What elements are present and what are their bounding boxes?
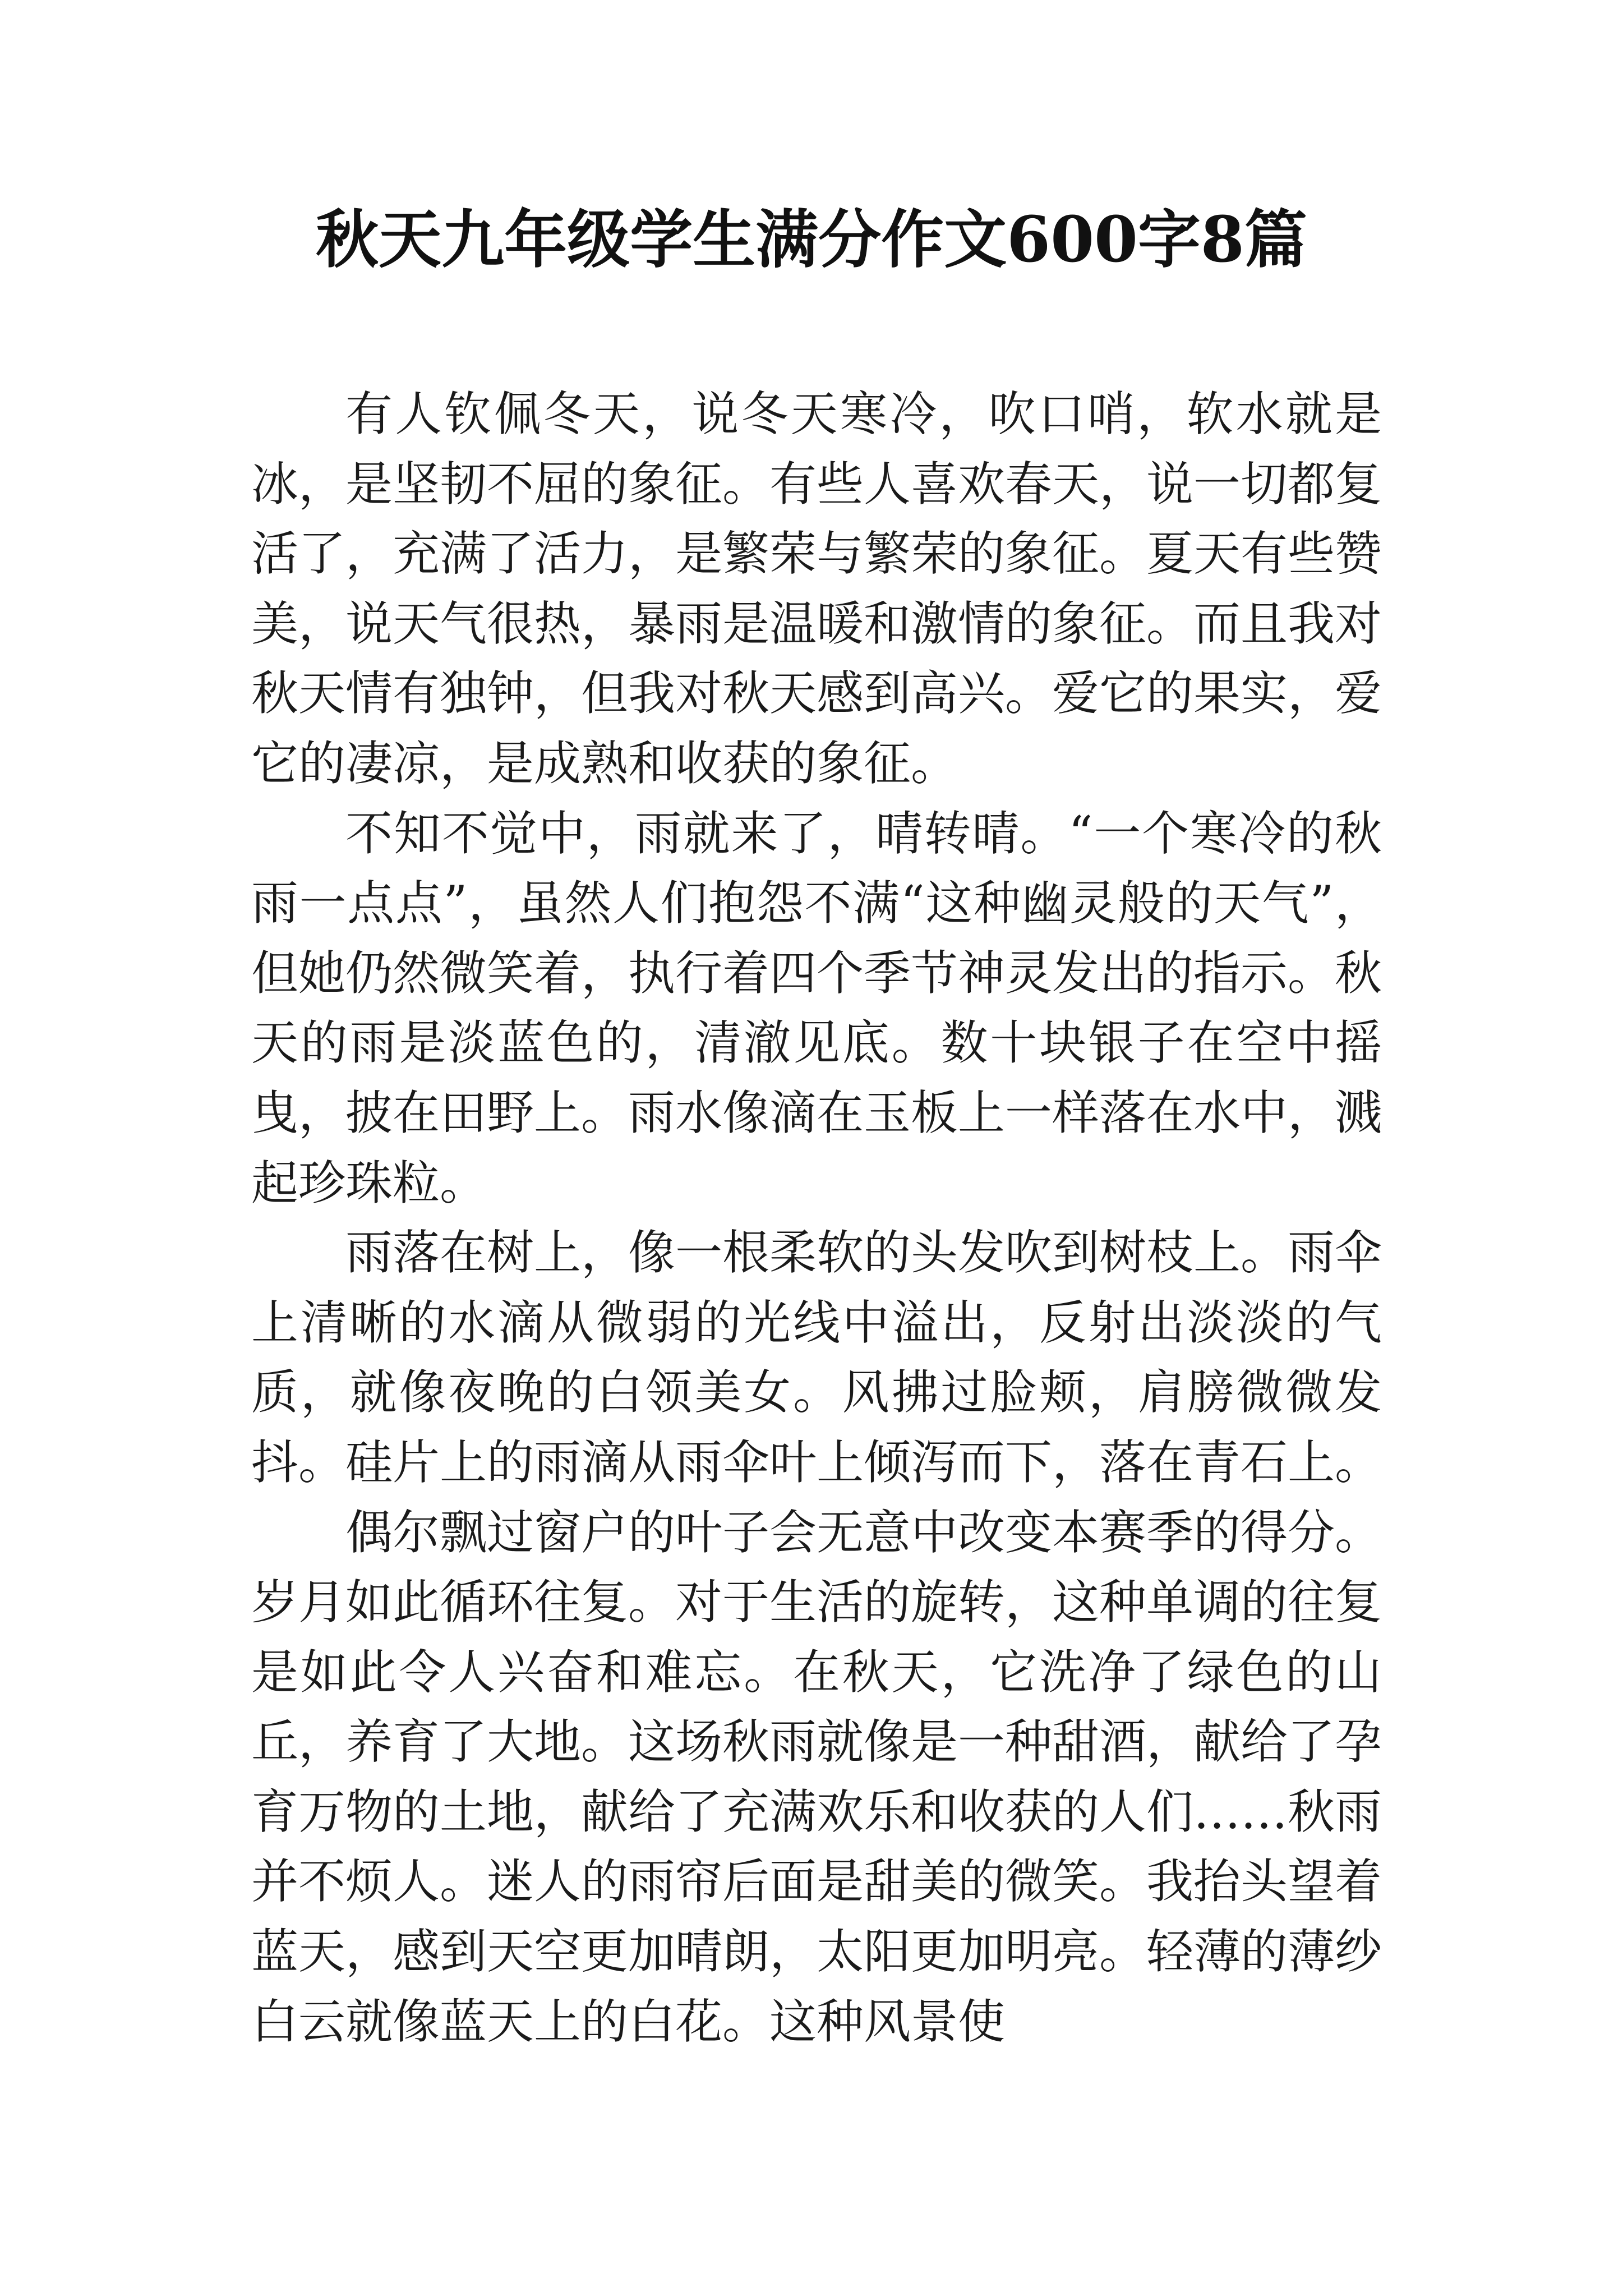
document-title: 秋天九年级学生满分作文600字8篇 — [316, 203, 1307, 277]
document-body — [251, 379, 1382, 2056]
paragraph: 不知不觉中，雨就来了，晴转晴。“一个寒冷的秋雨一点点”，虽然人们抱怨不满“这种幽灵般的天气”，但她仍然微笑着，执行着四个季节神灵发出的指示。秋天的雨是淡蓝色的，清澈见底。数十块银子在空中摇曳，披在田野上。雨水像滴在玉板上一样落在水中，溅起珍珠粒。 — [251, 806, 1382, 1211]
paragraph: 雨落在树上，像一根柔软的头发吹到树枝上。雨伞上清晰的水滴从微弱的光线中溢出，反射出淡淡的气质，就像夜晚的白领美女。风拂过脸颊，肩膀微微发抖。硅片上的雨滴从雨伞叶上倾泻而下，落在青石上。 — [251, 1225, 1382, 1490]
paragraph: 偶尔飘过窗户的叶子会无意中改变本赛季的得分。岁月如此循环往复。对于生活的旋转，这种单调的往复是如此令人兴奋和难忘。在秋天，它洗净了绿色的山丘，养育了大地。这场秋雨就像是一种甜酒，献给了孕育万物的土地，献给了充满欢乐和收获的人们……秋雨并不烦人。迷人的雨帘后面是甜美的微笑。我抬头望着蓝天，感到天空更加晴朗，太阳更加明亮。轻薄的薄纱白云就像蓝天上的白花。这种风景使 — [251, 1504, 1382, 2049]
paragraph: 有人钦佩冬天，说冬天寒冷，吹口哨，软水就是冰，是坚韧不屈的象征。有些人喜欢春天，说一切都复活了，充满了活力，是繁荣与繁荣的象征。夏天有些赞美，说天气很热，暴雨是温暖和激情的象征。而且我对秋天情有独钟，但我对秋天感到高兴。爱它的果实，爱它的凄凉，是成熟和收获的象征。 — [251, 386, 1382, 791]
